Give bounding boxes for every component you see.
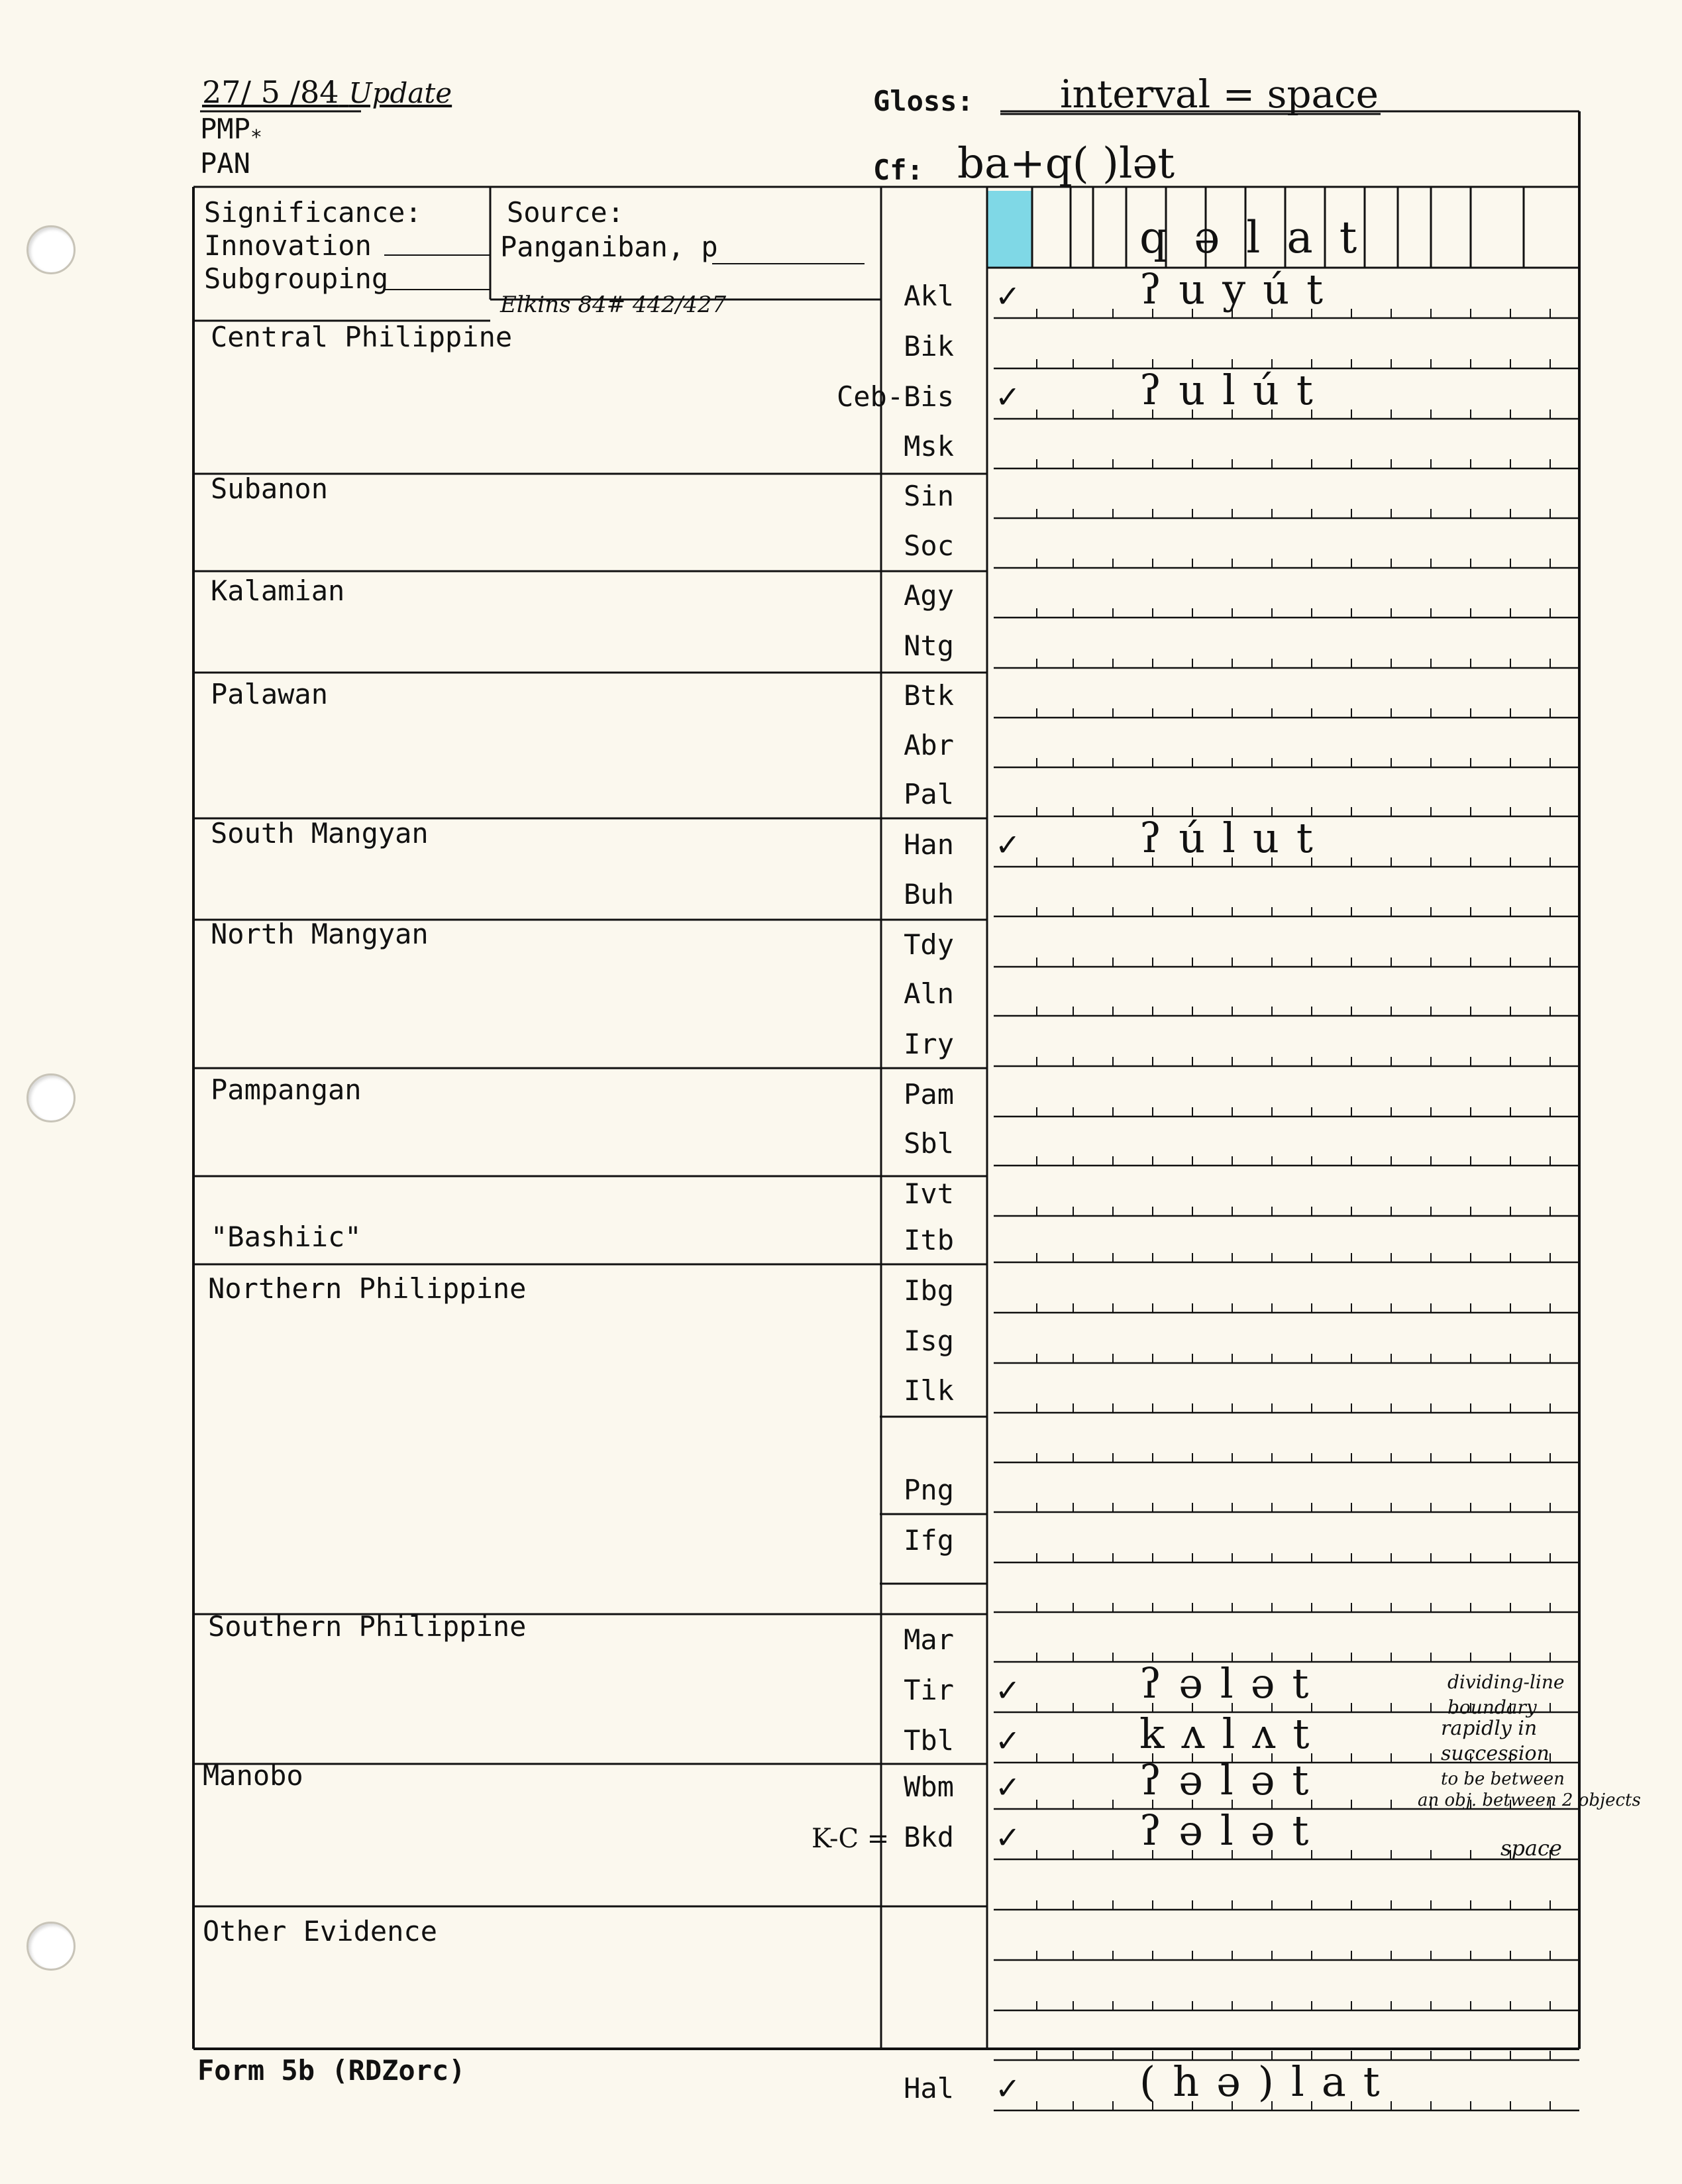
check-mark: ✓ [995,1723,1021,1759]
language-form: kʌlʌt [1139,1710,1327,1758]
gloss-label: Gloss: [873,85,974,117]
source-label: Source: [507,196,625,229]
language-code: Akl [904,280,954,312]
language-code: Ivt [904,1177,954,1210]
language-code: Png [904,1474,954,1506]
language-form: ʔələt [1139,1659,1326,1708]
check-mark: ✓ [995,379,1021,415]
language-code: Wbm [904,1771,954,1803]
check-mark: ✓ [995,1672,1021,1708]
form-footer: Form 5b (RDZorc) [197,2054,466,2087]
language-code: Ilk [904,1374,954,1407]
cf-value: ba+q( )lət [957,139,1175,188]
language-code: Soc [904,529,954,562]
note-tbl: rapidly in succession [1441,1717,1550,1765]
language-code: Tir [904,1674,954,1706]
language-code: Sbl [904,1127,954,1160]
subgrouping-label: Subgrouping [204,262,389,295]
language-code: Mar [904,1623,954,1656]
group-manobo: Manobo [203,1759,303,1792]
language-code: Isg [904,1325,954,1357]
reconstruction-form: qəlat [1139,212,1384,263]
source-note: Elkins 84# 442/427 [500,292,727,318]
check-mark: ✓ [995,2071,1021,2106]
language-form: ʔuyút [1139,265,1341,313]
language-code: Itb [904,1224,954,1256]
group-south-mangyan: South Mangyan [211,817,429,849]
language-form: ʔələt [1139,1806,1326,1855]
language-code: Tdy [904,928,954,961]
note-tir: dividing-line boundary [1447,1671,1565,1718]
language-code: Bik [904,330,954,362]
check-mark: ✓ [995,278,1021,314]
language-code: Btk [904,679,954,712]
language-code: Ntg [904,629,954,662]
cf-label: Cf: [873,154,923,186]
group-palawan: Palawan [211,678,329,710]
group-southern-philippine: Southern Philippine [208,1610,527,1643]
date-text: 27/ 5 /84 [202,74,339,110]
language-form: ʔulút [1139,366,1330,414]
innovation-label: Innovation [204,229,372,262]
language-code: Agy [904,579,954,612]
pmp-text: PMP [200,113,250,145]
note-wbm-1: to be between [1441,1769,1565,1789]
check-mark: ✓ [995,827,1021,863]
language-code: Pal [904,778,954,810]
update-label: Update [348,77,452,109]
note-bkd: space [1500,1835,1562,1861]
highlight-cell [987,191,1032,268]
source-value: Panganiban, p [500,231,718,263]
significance-label: Significance: [204,196,422,229]
language-form: ʔələt [1139,1756,1326,1804]
language-code: Iry [904,1028,954,1060]
language-code: Ifg [904,1524,954,1556]
language-code: Msk [904,430,954,463]
group-central-philippine: Central Philippine [211,321,513,353]
language-code: Abr [904,729,954,761]
language-code: Hal [904,2072,954,2104]
pan-label: PAN [200,147,250,180]
group-kalamian: Kalamian [211,574,345,607]
pmp-star: * [250,126,262,149]
group-bashiic: "Bashiic" [211,1221,362,1253]
language-code: Ceb-Bis [836,380,954,413]
language-code: Bkd [904,1821,954,1853]
language-form: ʔúlut [1139,814,1330,862]
check-mark: ✓ [995,1820,1021,1855]
group-north-mangyan: North Mangyan [211,918,429,950]
language-code: Ibg [904,1274,954,1307]
group-subanon: Subanon [211,472,329,505]
group-northern-philippine: Northern Philippine [208,1272,527,1305]
gloss-value: interval = space [1060,72,1379,117]
language-form: (hə)lat [1139,2057,1397,2106]
language-code: Sin [904,480,954,512]
check-mark: ✓ [995,1769,1021,1805]
group-other-evidence: Other Evidence [203,1915,438,1947]
language-code: Pam [904,1078,954,1111]
group-pampangan: Pampangan [211,1073,362,1106]
language-code: Tbl [904,1724,954,1757]
language-code: Buh [904,878,954,910]
language-code: Aln [904,977,954,1010]
note-wbm-2: an obj. between 2 objects [1418,1790,1641,1810]
kc-prefix: K-C = [812,1824,890,1854]
language-code: Han [904,828,954,861]
